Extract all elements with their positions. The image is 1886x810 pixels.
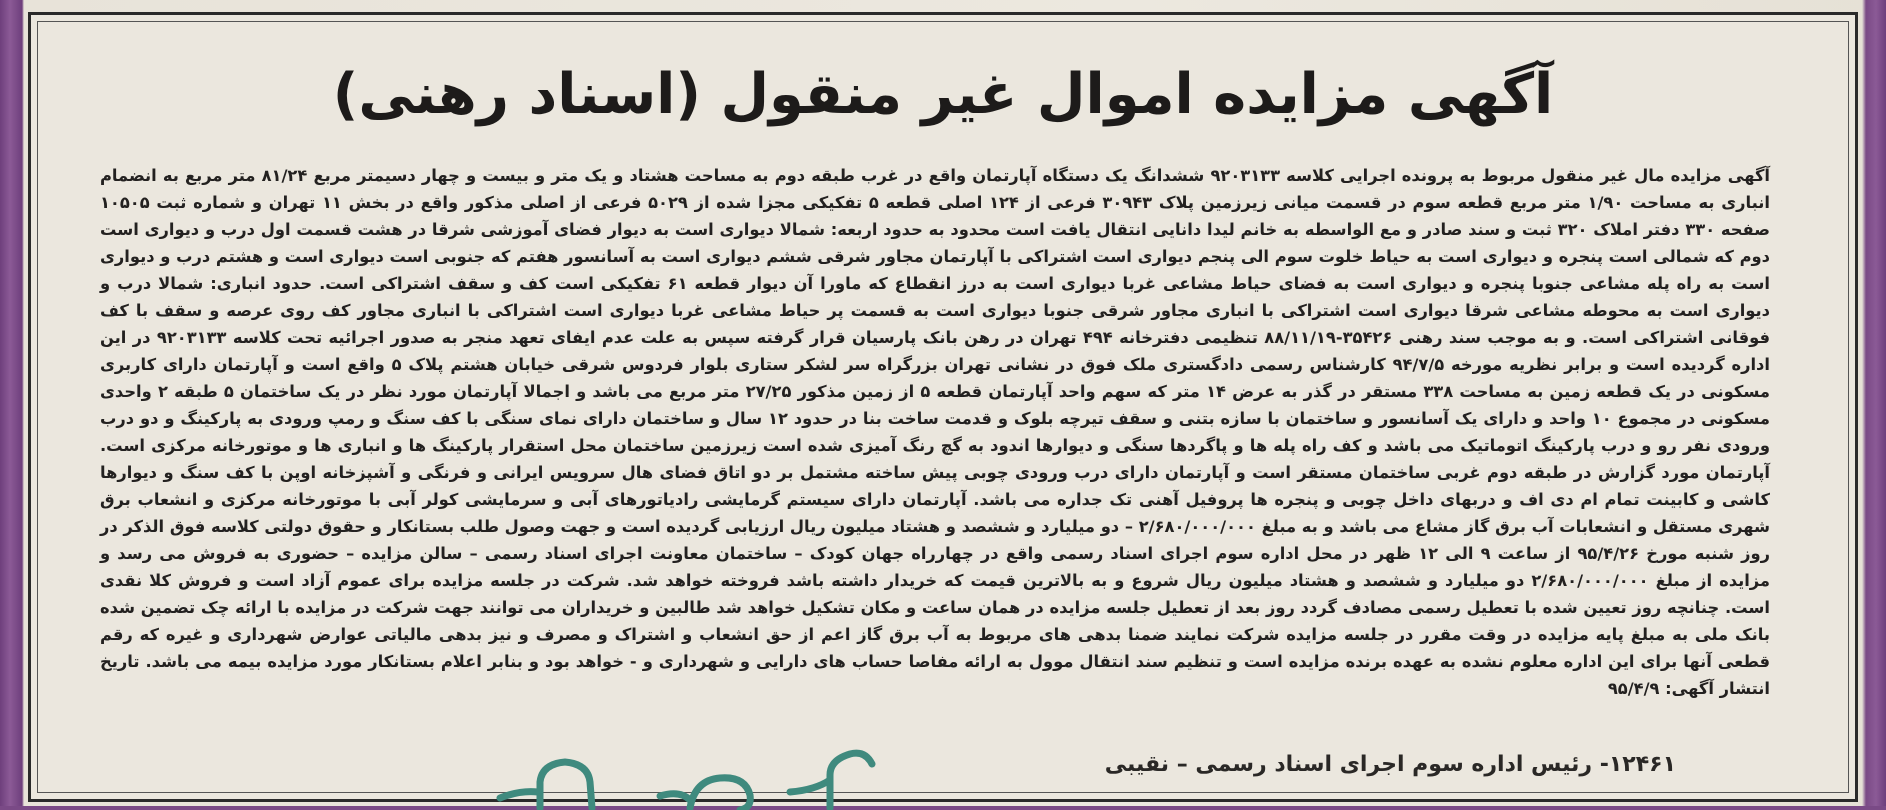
notice-signature: ۱۲۴۶۱- رئیس اداره سوم اجرای اسناد رسمی – نقیبی: [1104, 752, 1676, 777]
handwritten-number-mark: [360, 720, 880, 810]
notice-body: آگهی مزایده مال غیر منقول مربوط به پرونده اجرایی کلاسه ۹۲۰۳۱۳۳ ششدانگ یک دستگاه آپارتمان واقع در غرب طبقه دوم به مساحت هشتاد و یک متر و بیست و چهار دسیمتر مربع ۸۱/۲۴ متر مربع به انضمام انباری به مساحت ۱/۹۰ متر مربع قطعه سوم در قسمت میانی زیرزمین پلاک ۳۰۹۴۳ فرعی از ۱۲۴ اصلی قطعه ۵ تفکیکی مجزا شده از ۵۰۲۹ فرعی از اصلی مذکور واقع در بخش ۱۱ تهران و شماره ثبت ۱۰۵۰۵ صفحه ۳۳۰ دفتر املاک ۳۲۰ ثبت و سند صادر و مع الواسطه به خانم لیدا دانایی انتقال یافت است محدود به حدود اربعه: شمالا دیواری است به دیوار فضای آموزشی شرقا در هشت قسمت اول درب و دیواری است دوم که شمالی است پنجره و دیواری است به حیاط خلوت سوم الی پنجم دیواری است اشتراکی با آپارتمان مجاور شرقی ششم دیواری است به آسانسور هفتم که جنوبی است دیواری است و هشتم درب و دیواری است به راه پله مشاعی جنوبا پنجره و دیواری است به فضای حیاط مشاعی غربا دیواری است به درز انقطاع که ماورا آن دیوار قطعه ۶۱ تفکیکی است کف و سقف اشتراکی است. حدود انباری: شمالا درب و دیواری است به محوطه مشاعی شرقا دیواری است اشتراکی با انباری مجاور شرقی جنوبا دیواری است به قسمت پر حیاط مشاعی غربا دیواری است اشتراکی با انباری مجاور کف روی عرصه و سقف با کف فوقانی اشتراکی است. و به موجب سند رهنی ۳۵۴۲۶-۸۸/۱۱/۱۹ تنظیمی دفترخانه ۴۹۴ تهران در رهن بانک پارسیان قرار گرفته سپس به علت عدم ایفای تعهد منجر به صدور اجرائیه تحت کلاسه ۹۲۰۳۱۳۳ در این اداره گردیده است و برابر نظریه مورخه ۹۴/۷/۵ کارشناس رسمی دادگستری ملک فوق در نشانی تهران بزرگراه سر لشکر ستاری بلوار فردوس شرقی خیابان هشتم پلاک ۵ واقع است و آپارتمان دارای کاربری مسکونی در یک قطعه زمین به مساحت ۳۳۸ مستقر در گذر به عرض ۱۴ متر که سهم واحد آپارتمان قطعه ۵ از زمین مذکور ۲۷/۲۵ متر مربع می باشد و اجمالا آپارتمان مورد نظر در یک ساختمان ۵ طبقه ۲ واحدی مسکونی در مجموع ۱۰ واحد و دارای یک آسانسور و ساختمان با سازه بتنی و سقف تیرچه بلوک و قدمت ساخت بنا در حدود ۱۲ سال و ساختمان دارای نمای سنگی با کف سنگ و رمپ ورودی به پارکینگ و دو درب ورودی نفر رو و درب پارکینگ اتوماتیک می باشد و کف راه پله ها و پاگردها سنگی و دیوارها اندود به گچ رنگ آمیزی شده است زیرزمین ساختمان محل استقرار پارکینگ ها و انباری ها و موتورخانه مرکزی است. آپارتمان مورد گزارش در طبقه دوم غربی ساختمان مستقر است و آپارتمان دارای درب ورودی چوبی پیش ساخته مشتمل بر دو اتاق فضای هال سرویس ایرانی و فرنگی و آشپزخانه اوپن با کف سنگ و دیوارها کاشی و کابینت تمام ام دی اف و دربهای داخل چوبی و پنجره ها پروفیل آهنی تک جداره می باشد. آپارتمان دارای سیستم گرمایشی رادیاتورهای آبی و سرمایشی کولر آبی با موتورخانه مرکزی و انشعاب برق شهری مستقل و انشعابات آب برق گاز مشاع می باشد و به مبلغ ۲/۶۸۰/۰۰۰/۰۰۰ – دو میلیارد و ششصد و هشتاد میلیون ریال ارزیابی گردیده است و جهت وصول طلب بستانکار و حقوق دولتی کلاسه فوق الذکر در روز شنبه مورخ ۹۵/۴/۲۶ از ساعت ۹ الی ۱۲ ظهر در محل اداره سوم اجرای اسناد رسمی واقع در چهارراه جهان کودک – ساختمان معاونت اجرای اسناد رسمی – سالن مزایده – حضوری به فروش می رسد و مزایده از مبلغ ۲/۶۸۰/۰۰۰/۰۰۰ دو میلیارد و ششصد و هشتاد میلیون ریال شروع و به بالاترین قیمت که خریدار داشته باشد فروخته خواهد شد. شرکت در جلسه مزایده برای عموم آزاد است و فروش کلا نقدی است. چنانچه روز تعیین شده با تعطیل رسمی مصادف گردد روز بعد از تعطیل جلسه مزایده در همان ساعت و مکان تشکیل خواهد شد طالبین و خریداران می توانند جهت شرکت در مزایده با ارائه چک تضمین شده بانک ملی به مبلغ پایه مزایده در وقت مقرر در جلسه مزایده شرکت نمایند ضمنا بدهی های مربوط به آب برق گاز اعم از حق انشعاب و اشتراک و مصرف و نیز بدهی مالیاتی عوارض شهرداری و غیره که رقم قطعی آنها برای این اداره معلوم نشده به عهده برنده مزایده است و تنظیم سند انتقال موول به ارائه مفاصا حساب های دارایی و شهرداری و - خواهد بود و بنابر اعلام بستانکار مورد مزایده بیمه می باشد. تاریخ انتشار آگهی: ۹۵/۴/۹: [100, 166, 1771, 698]
notice-title: آگهی مزایده اموال غیر منقول (اسناد رهنی): [332, 62, 1554, 127]
